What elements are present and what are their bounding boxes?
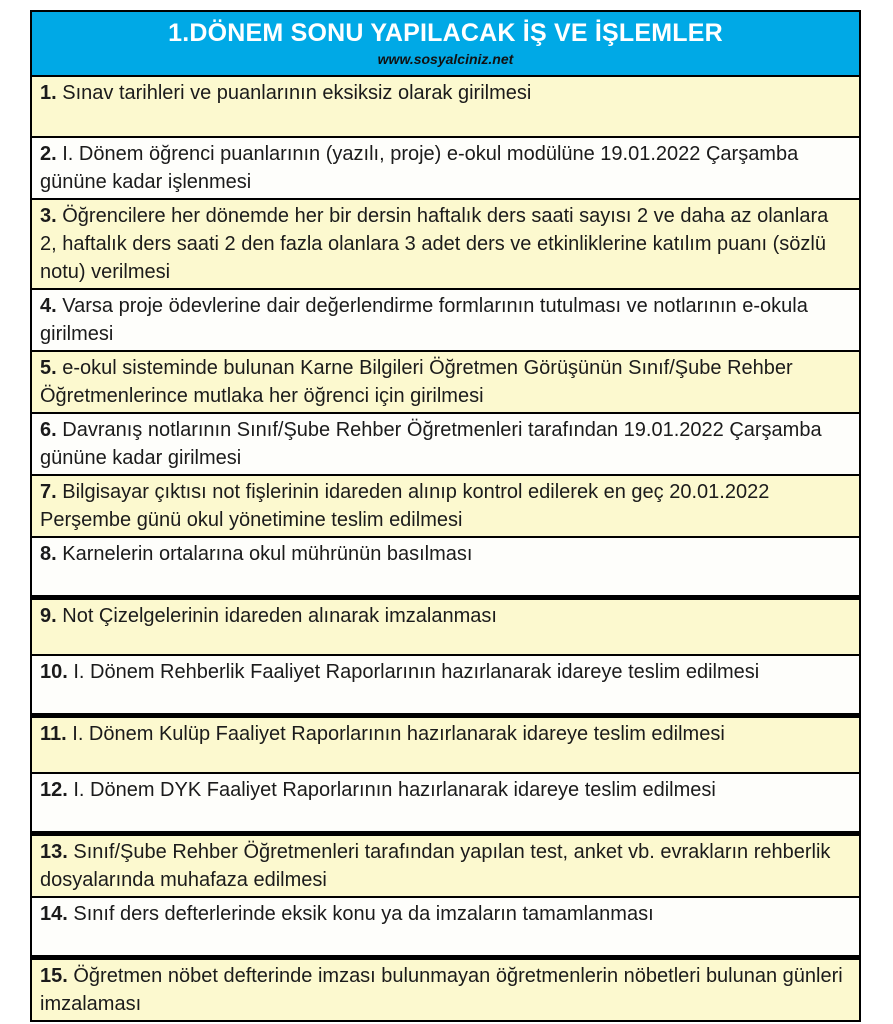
item-number: 5. <box>40 357 63 379</box>
table-row <box>32 474 859 536</box>
item-text: Sınıf ders defterlerinde eksik konu ya da imzaların tamamlanması <box>73 903 654 925</box>
item-number: 9. <box>40 605 63 627</box>
item-number: 10. <box>40 661 74 683</box>
item-text: I. Dönem Rehberlik Faaliyet Raporlarının hazırlanarak idareye teslim edilmesi <box>73 661 760 683</box>
item-text: I. Dönem Kulüp Faaliyet Raporlarının hazırlanarak idareye teslim edilmesi <box>72 723 725 745</box>
table-row <box>32 831 859 896</box>
item-text: Öğretmen nöbet defterinde imzası bulunmayan öğretmenlerin nöbetleri bulunan günleri imzalaması <box>40 965 843 1015</box>
item-number: 7. <box>40 481 63 503</box>
item-text: Sınıf/Şube Rehber Öğretmenleri tarafından yapılan test, anket vb. evrakların rehberlik dosyalarında muhafaza edilmesi <box>40 841 831 891</box>
item-text: e-okul sisteminde bulunan Karne Bilgileri Öğretmen Görüşünün Sınıf/Şube Rehber Öğretmenlerince mutlaka her öğrenci için girilmesi <box>40 357 793 407</box>
item-number: 14. <box>40 903 74 925</box>
item-text: Bilgisayar çıktısı not fişlerinin idareden alınıp kontrol edilerek en geç 20.01.2022 Perşembe günü okul yönetimine teslim edilmesi <box>40 481 770 531</box>
item-number: 4. <box>40 295 63 317</box>
table-row <box>32 654 859 713</box>
table-row <box>32 772 859 831</box>
item-text: Varsa proje ödevlerine dair değerlendirme formlarının tutulması ve notlarının e-okula girilmesi <box>40 295 808 345</box>
table-row <box>32 288 859 350</box>
table-row <box>32 198 859 288</box>
item-number: 2. <box>40 143 63 165</box>
item-number: 8. <box>40 543 63 565</box>
table-row <box>32 412 859 474</box>
item-text: Öğrencilere her dönemde her bir dersin haftalık ders saati sayısı 2 ve daha az olanlara 2, haftalık ders saati 2 den fazla olanlara 3 adet ders ve etkinliklerine katılım puanı (sözlü notu) verilmesi <box>40 205 829 283</box>
item-text: I. Dönem DYK Faaliyet Raporlarının hazırlanarak idareye teslim edilmesi <box>73 779 716 801</box>
item-number: 6. <box>40 419 63 441</box>
item-text: Karnelerin ortalarına okul mührünün basılması <box>62 543 473 565</box>
table-row <box>32 713 859 772</box>
item-number: 15. <box>40 965 74 987</box>
table-row <box>32 595 859 654</box>
website-watermark: www.sosyalciniz.net <box>377 51 514 67</box>
table-row <box>32 536 859 595</box>
item-text: Sınav tarihleri ve puanlarının eksiksiz olarak girilmesi <box>62 82 532 104</box>
item-number: 1. <box>40 82 63 104</box>
item-text: Davranış notlarının Sınıf/Şube Rehber Öğretmenleri tarafından 19.01.2022 Çarşamba gününe kadar girilmesi <box>40 419 822 469</box>
table-row <box>32 77 859 136</box>
table-header <box>32 12 859 77</box>
table-row <box>32 955 859 1020</box>
item-number: 3. <box>40 205 63 227</box>
item-number: 11. <box>40 723 73 745</box>
table-row <box>32 896 859 955</box>
item-text: Not Çizelgelerinin idareden alınarak imzalanması <box>62 605 497 627</box>
rows <box>32 77 859 1020</box>
table-row <box>32 350 859 412</box>
page-title: 1.DÖNEM SONU YAPILACAK İŞ VE İŞLEMLER <box>168 19 723 47</box>
item-number: 13. <box>40 841 74 863</box>
item-text: I. Dönem öğrenci puanlarının (yazılı, proje) e-okul modülüne 19.01.2022 Çarşamba gününe kadar işlenmesi <box>40 143 799 193</box>
table-row <box>32 136 859 198</box>
item-number: 12. <box>40 779 74 801</box>
document-table <box>30 10 861 1022</box>
